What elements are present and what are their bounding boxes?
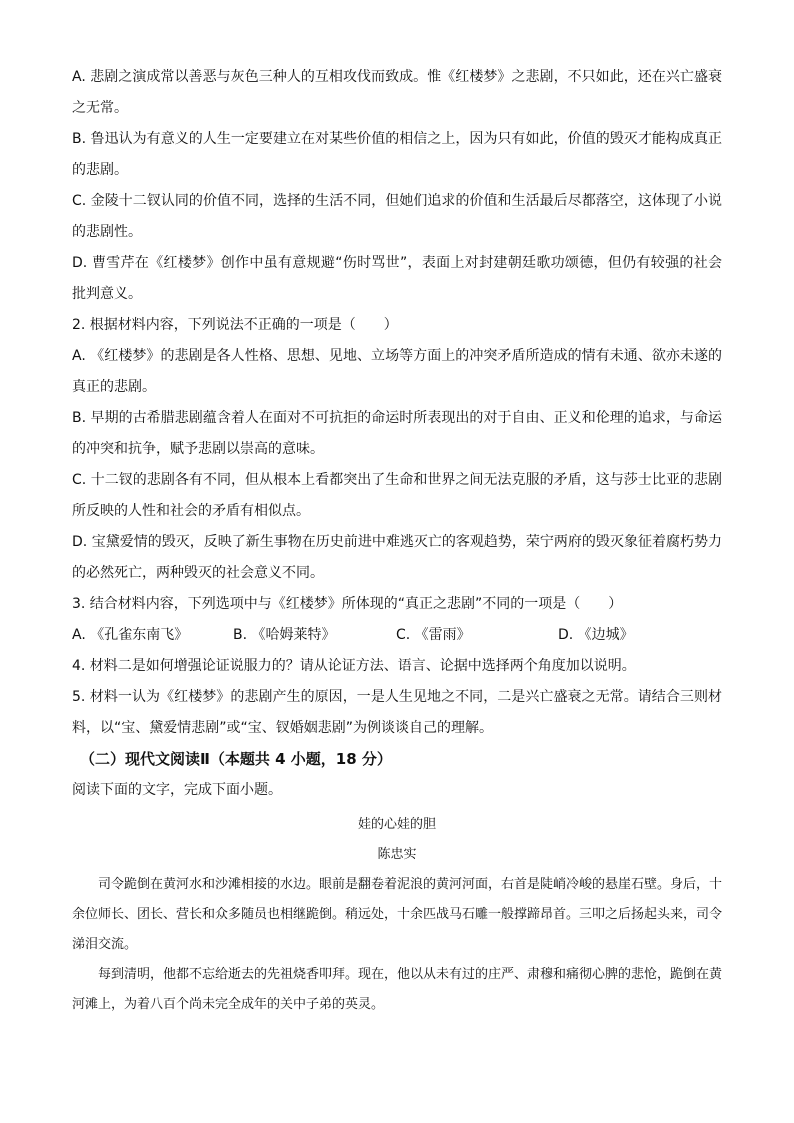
story-paragraph: 每到清明，他都不忘给逝去的先祖烧香叩拜。现在，他以从未有过的庄严、肃穆和痛彻心脾的悲怆，跪倒在黄河滩上，为着八百个尚未完全成年的关中子弟的英灵。 [72, 967, 723, 1012]
story-title: 娃的心娃的胆 [357, 817, 436, 832]
section-heading: （二）现代文阅读Ⅱ（本题共 4 小题，18 分） [80, 750, 392, 768]
q4-question: 4. 材料二是如何增强论证说服力的？请从论证方法、语言、论据中选择两个角度加以说明。 [72, 658, 636, 674]
q3-option-d: D. 《边城》 [558, 627, 634, 643]
q3-option-c: C. 《雷雨》 [396, 627, 471, 643]
q2-option-d: D. 宝黛爱情的毁灭，反映了新生事物在历史前进中难逃灭亡的客观趋势，荣宁两府的毁灭象征着腐朽势力的必然死亡，两种毁灭的社会意义不同。 [72, 534, 722, 581]
q2-stem: 2. 根据材料内容，下列说法不正确的一项是（ ） [72, 317, 398, 333]
q1-option-c: C. 金陵十二钗认同的价值不同，选择的生活不同，但她们追求的价值和生活最后尽都落空，这体现了小说的悲剧性。 [72, 193, 722, 240]
q1-option-d: D. 曹雪芹在《红楼梦》创作中虽有意规避“伤时骂世”，表面上对封建朝廷歌功颂德，但仍有较强的社会批判意义。 [72, 255, 722, 302]
q1-option-b: B. 鲁迅认为有意义的人生一定要建立在对某些价值的相信之上，因为只有如此，价值的毁灭才能构成真正的悲剧。 [72, 131, 722, 178]
story-author: 陈忠实 [377, 847, 417, 862]
reading-instruction: 阅读下面的文字，完成下面小题。 [72, 782, 282, 798]
q3-stem: 3. 结合材料内容，下列选项中与《红楼梦》所体现的“真正之悲剧”不同的一项是（ ） [72, 596, 623, 612]
q3-option-a: A. 《孔雀东南飞》 [72, 627, 189, 643]
q3-option-b: B. 《哈姆莱特》 [233, 627, 336, 643]
q2-option-b: B. 早期的古希腊悲剧蕴含着人在面对不可抗拒的命运时所表现出的对于自由、正义和伦理的追求，与命运的冲突和抗争，赋予悲剧以崇高的意味。 [72, 410, 722, 457]
q1-option-a: A. 悲剧之演成常以善恶与灰色三种人的互相攻伐而致成。惟《红楼梦》之悲剧，不只如此，还在兴亡盛衰之无常。 [72, 69, 722, 116]
q3-options [72, 620, 722, 651]
story-paragraph: 司令跪倒在黄河水和沙滩相接的水边。眼前是翻卷着泥浪的黄河河面，右首是陡峭冷峻的悬崖石壁。身后，十余位师长、团长、营长和众多随员也相继跪倒。稍远处，十余匹战马石雕一般撑蹄昂首。三叩之后扬起头来，司令涕泪交流。 [72, 877, 723, 952]
q5-question: 5. 材料一认为《红楼梦》的悲剧产生的原因，一是人生见地之不同，二是兴亡盛衰之无常。请结合三则材料，以“宝、黛爱情悲剧”或“宝、钗婚姻悲剧”为例谈谈自己的理解。 [72, 689, 722, 736]
q2-option-c: C. 十二钗的悲剧各有不同，但从根本上看都突出了生命和世界之间无法克服的矛盾，这与莎士比亚的悲剧所反映的人性和社会的矛盾有相似点。 [72, 472, 722, 519]
exam-page [72, 62, 722, 1020]
q2-option-a: A. 《红楼梦》的悲剧是各人性格、思想、见地、立场等方面上的冲突矛盾所造成的情有未通、欲亦未遂的真正的悲剧。 [72, 348, 722, 395]
